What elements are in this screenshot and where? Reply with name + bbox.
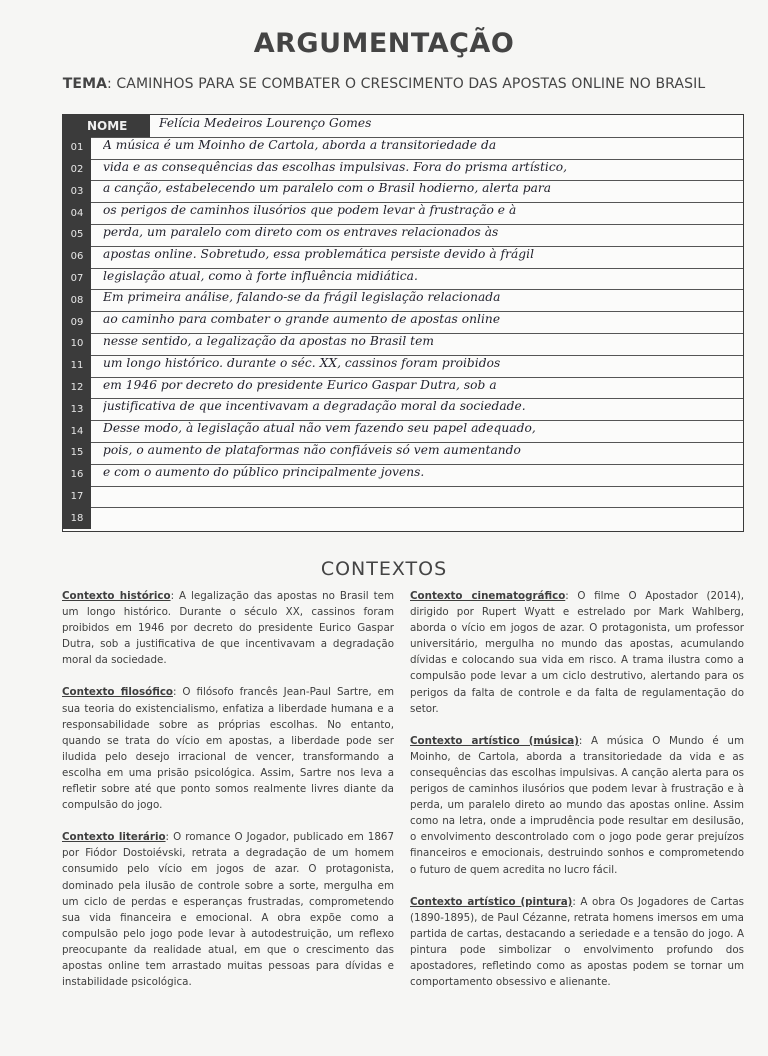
- line-text: apostas online. Sobretudo, essa problemática persiste devido à frágil: [103, 246, 535, 261]
- line-text: justificativa de que incentivavam a degradação moral da sociedade.: [103, 399, 526, 414]
- line-number: 06: [63, 246, 91, 268]
- essay-line: [63, 377, 743, 400]
- contextos-title: CONTEXTOS: [320, 558, 448, 580]
- line-text: ao caminho para combater o grande aumento de apostas online: [103, 312, 501, 327]
- context-label: Contexto histórico: [62, 590, 171, 602]
- line-text: os perigos de caminhos ilusórios que podem levar à frustração e à: [103, 203, 517, 218]
- tema-text: : CAMINHOS PARA SE COMBATER O CRESCIMENTO DAS APOSTAS ONLINE NO BRASIL: [107, 76, 706, 92]
- context-label: Contexto artístico (música): [410, 734, 579, 747]
- tema-line: [0, 76, 768, 92]
- name-label: NOME: [63, 115, 150, 137]
- line-number: 02: [63, 159, 91, 181]
- writing-sheet: [62, 114, 744, 532]
- context-text: : A obra Os Jogadores de Cartas (1890-1895), de Paul Cézanne, retrata homens imersos em uma partida de cartas, destacando a seriedade e a tensão do jogo. A pintura pode simbolizar o envolvimento profundo dos apostadores, refletindo como as apostas podem se tornar um comportamento obsessivo e alienante.: [410, 895, 744, 989]
- line-text: perda, um paralelo com direto com os entraves relacionados às: [103, 225, 499, 239]
- essay-line: [63, 442, 743, 465]
- line-number: 16: [63, 464, 91, 486]
- line-number: 07: [63, 268, 91, 290]
- line-text: A música é um Moinho de Cartola, aborda a transitoriedade da: [103, 137, 497, 152]
- name-value: Felícia Medeiros Lourenço Gomes: [159, 116, 372, 130]
- line-number: 15: [63, 442, 91, 464]
- context-paragraph: [62, 684, 394, 813]
- line-text: a canção, estabelecendo um paralelo com o Brasil hodierno, alerta para: [103, 181, 552, 196]
- line-number: 11: [63, 355, 91, 377]
- context-text: : O filme O Apostador (2014), dirigido por Rupert Wyatt e estrelado por Mark Wahlberg, aborda o vício em jogos de azar. O protagonista, um professor universitário, mergulha no mundo das apostas, acumulando dívidas e colocando sua vida em risco. A trama ilustra como a compulsão pode levar a um ciclo destrutivo, alertando para os perigos da falta de controle e da falta de regulamentação do setor.: [410, 590, 744, 715]
- line-number: 08: [63, 289, 91, 311]
- line-number: 04: [63, 202, 91, 224]
- context-text: : A música O Mundo é um Moinho, de Cartola, aborda a transitoriedade da vida e as consequências das escolhas impulsivas. A canção alerta para os perigos de caminhos ilusórios que podem levar à frustração e à perda, um paralelo direto ao mundo das apostas online. Assim como na letra, onde a imprudência pode resultar em desilusão, o envolvimento descontrolado com o jogo pode gerar prejuízos financeiros e emocionais, destruindo sonhos e comprometendo o futuro de quem acredita no lucro fácil.: [410, 734, 744, 876]
- tema-label: TEMA: [62, 76, 108, 92]
- essay-line: [63, 420, 743, 443]
- essay-line: [63, 355, 743, 378]
- line-number: 10: [63, 333, 91, 355]
- essay-line: [63, 159, 743, 182]
- context-paragraph: [62, 588, 394, 668]
- line-text: legislação atual, como à forte influência midiática.: [103, 268, 418, 283]
- line-number: 09: [63, 311, 91, 333]
- essay-line: [63, 464, 743, 487]
- line-number: 13: [63, 398, 91, 420]
- essay-line: [63, 311, 743, 334]
- line-number: 14: [63, 420, 91, 442]
- context-text: : O filósofo francês Jean-Paul Sartre, em sua teoria do existencialismo, enfatiza a liberdade humana e a responsabilidade sobre as próprias escolhas. No entanto, quando se trata do vício em apostas, a liberdade pode ser iludida pelo desejo irracional de vencer, transformando a escolha em uma prisão psicológica. Assim, Sartre nos leva a refletir sobre até que ponto somos realmente livres diante da compulsão do jogo.: [62, 686, 395, 812]
- essay-line: [63, 202, 743, 225]
- contextos-right-column: [410, 588, 744, 1006]
- line-text: Desse modo, à legislação atual não vem fazendo seu papel adequado,: [103, 421, 536, 436]
- essay-line: [63, 398, 743, 421]
- essay-line: [63, 289, 743, 312]
- essay-line: [63, 486, 743, 509]
- line-text: um longo histórico. durante o séc. XX, cassinos foram proibidos: [103, 355, 501, 370]
- line-text: em 1946 por decreto do presidente Eurico Gaspar Dutra, sob a: [103, 377, 497, 392]
- line-number: 05: [63, 224, 91, 246]
- essay-line: [63, 246, 743, 269]
- page-title: ARGUMENTAÇÃO: [253, 28, 515, 59]
- context-label: Contexto artístico (pintura): [410, 895, 573, 908]
- context-paragraph: [62, 829, 394, 990]
- line-number: 01: [63, 137, 91, 159]
- line-text: e com o aumento do público principalmente jovens.: [103, 464, 425, 479]
- line-number: 03: [63, 180, 91, 202]
- context-paragraph: [410, 588, 744, 717]
- context-paragraph: [410, 894, 744, 991]
- essay-line: [63, 333, 743, 356]
- context-label: Contexto literário: [62, 831, 166, 844]
- line-text: vida e as consequências das escolhas impulsivas. Fora do prisma artístico,: [103, 159, 568, 174]
- essay-line: [63, 180, 743, 203]
- context-label: Contexto cinematográfico: [410, 590, 566, 602]
- context-paragraph: [410, 733, 744, 878]
- essay-line: [63, 268, 743, 291]
- line-number: 18: [63, 507, 91, 529]
- essay-line: [63, 224, 743, 247]
- line-text: Em primeira análise, falando-se da frágil legislação relacionada: [103, 290, 501, 305]
- essay-line: [63, 507, 743, 529]
- contextos-left-column: [62, 588, 394, 1006]
- line-number: 17: [63, 486, 91, 508]
- name-row: [63, 115, 743, 138]
- context-label: Contexto filosófico: [62, 686, 174, 699]
- essay-line: [63, 137, 743, 160]
- line-text: pois, o aumento de plataformas não confiáveis só vem aumentando: [103, 443, 521, 457]
- context-text: : O romance O Jogador, publicado em 1867 por Fiódor Dostoiévski, retrata a degradação de um homem consumido pelo vício em jogos de azar. O protagonista, dominado pela ilusão de controle sobre a sorte, mergulha em um ciclo de perdas e esperanças frustradas, comprometendo sua vida financeira e emocional. A obra expõe como a compulsão pelo jogo pode levar à autodestruição, um reflexo preocupante da realidade atual, em que o crescimento das apostas online tem arrastado muitas pessoas para dívidas e instabilidade psicológica.: [62, 831, 394, 989]
- line-number: 12: [63, 377, 91, 399]
- line-text: nesse sentido, a legalização da apostas no Brasil tem: [103, 334, 435, 348]
- context-text: : A legalização das apostas no Brasil tem um longo histórico. Durante o século XX, cassinos foram proibidos em 1946 por decreto do presidente Eurico Gaspar Dutra, sob a justificativa de que incentivavam a degradação moral da sociedade.: [62, 590, 394, 667]
